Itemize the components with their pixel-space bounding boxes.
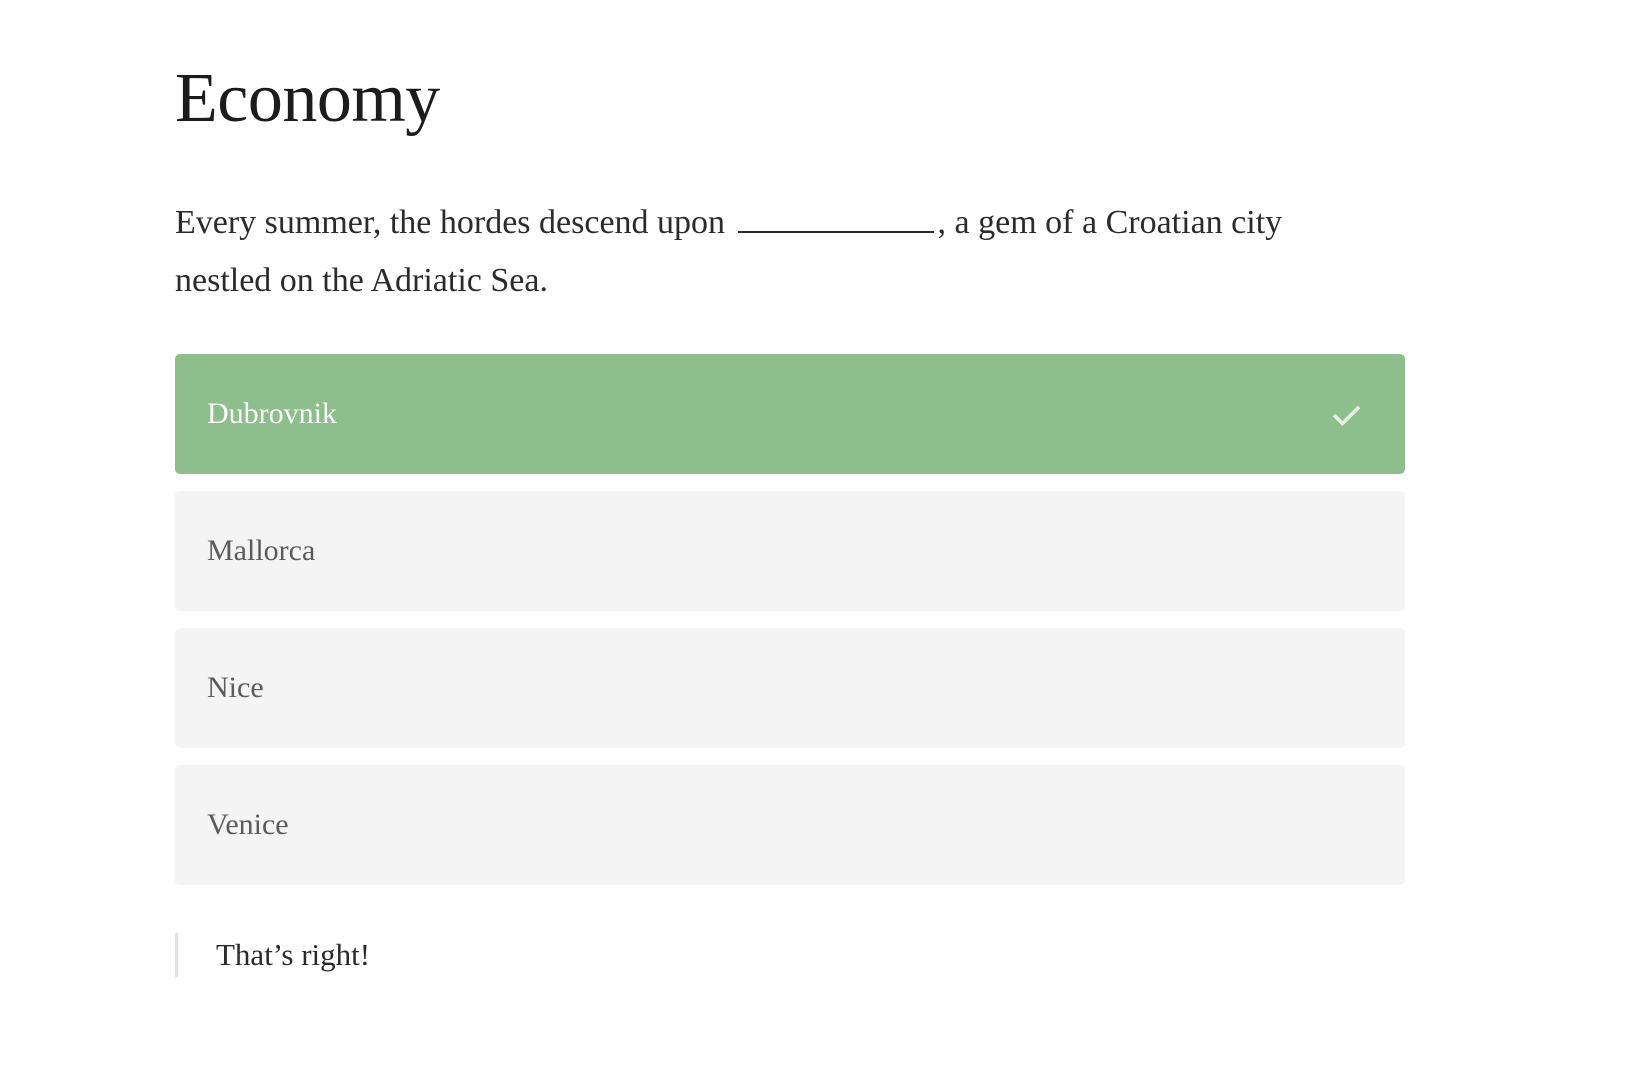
answer-option-label: Dubrovnik (207, 397, 337, 431)
feedback-message: That’s right! (175, 933, 1405, 976)
answer-blank (738, 205, 934, 233)
question-text-before-blank: Every summer, the hordes descend upon (175, 203, 734, 241)
question-text (175, 194, 1335, 311)
answer-option-label: Nice (207, 671, 264, 705)
answer-option-venice[interactable] (175, 765, 1405, 885)
check-icon (1329, 397, 1363, 431)
answer-option-dubrovnik[interactable] (175, 354, 1405, 474)
page-title: Economy (175, 60, 440, 137)
answer-option-mallorca[interactable] (175, 491, 1405, 611)
question-text-after-blank: , a gem of a Croatian city nestled on the Adriatic Sea. (175, 203, 1283, 299)
answer-option-nice[interactable] (175, 628, 1405, 748)
answer-options-list (175, 354, 1405, 885)
quiz-container (175, 62, 1405, 977)
answer-option-label: Mallorca (207, 534, 316, 568)
answer-option-label: Venice (207, 808, 289, 842)
